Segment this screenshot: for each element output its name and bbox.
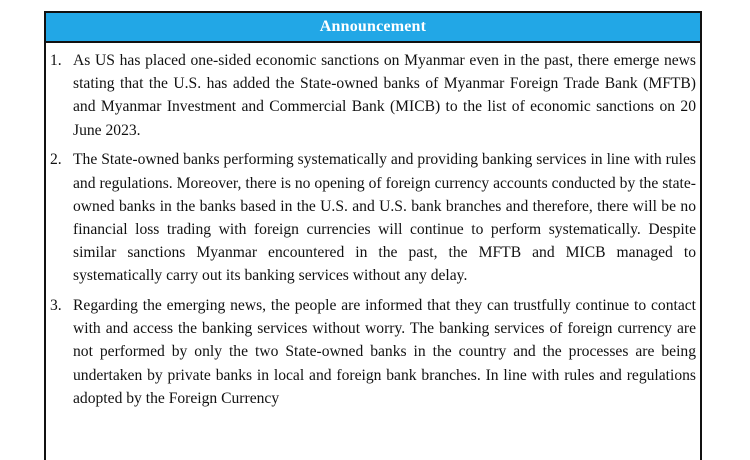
top-cropped-text [45, 0, 705, 10]
list-item [46, 148, 696, 287]
announcement-title: Announcement [319, 18, 427, 35]
list-item-text: Regarding the emerging news, the people are informed that they can trustfully continue to contact with and access the banking services without worry. The banking services of foreign currency are not performed by only the two State-owned banks in the country and the processes are being undertaken by private banks in local and foreign bank branches. In line with rules and regulations adopted by the Foreign Currency [73, 297, 696, 407]
announcement-body [46, 43, 700, 410]
announcement-header [46, 13, 700, 43]
list-item [46, 49, 696, 142]
list-item-text: As US has placed one-sided economic sanctions on Myanmar even in the past, there emerge news stating that the U.S. has added the State-owned banks of Myanmar Foreign Trade Bank (MFTB) and Myanmar Investment and Commercial Bank (MICB) to the list of economic sanctions on 20 June 2023. [73, 52, 696, 139]
list-item [46, 294, 696, 410]
list-item-number: 2. [50, 151, 62, 169]
list-item-number: 3. [50, 297, 62, 315]
list-item-number: 1. [50, 52, 62, 69]
list-item-text: The State-owned banks performing systematically and providing banking services in line with rules and regulations. Moreover, there is no opening of foreign currency accounts conducted by the state-owned banks in the banks based in the U.S. and U.S. bank branches and therefore, there will be no financial loss trading with foreign currencies will continue to perform systematically. Despite similar sanctions Myanmar encountered in the past, the MFTB and MICB managed to systematically carry out its banking services without any delay. [73, 151, 696, 285]
announcement-box [44, 11, 702, 460]
